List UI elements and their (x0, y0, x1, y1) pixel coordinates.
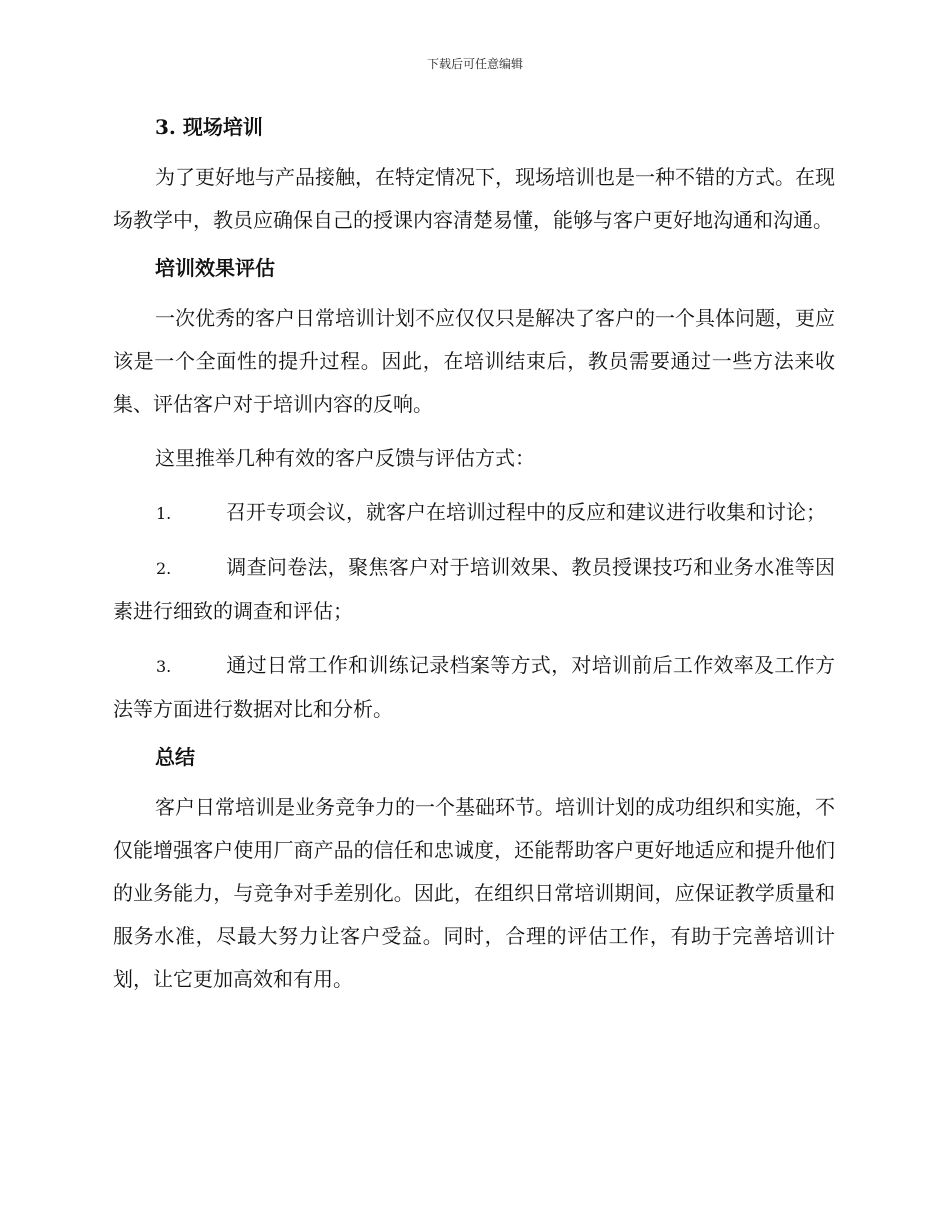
document-body (113, 112, 835, 1001)
evaluation-paragraph: 一次优秀的客户日常培训计划不应仅仅只是解决了客户的一个具体问题，更应该是一个全面性的提升过程。因此，在培训结束后，教员需要通过一些方法来收集、评估客户对于培训内容的反响。 (113, 306, 835, 416)
list-item (113, 491, 835, 535)
summary-paragraph: 客户日常培训是业务竞争力的一个基础环节。培训计划的成功组织和实施，不仅能增强客户使用厂商产品的信任和忠诚度，还能帮助客户更好地适应和提升他们的业务能力，与竞争对手差别化。因此，在组织日常培训期间，应保证教学质量和服务水准，尽最大努力让客户受益。同时，合理的评估工作，有助于完善培训计划，让它更加高效和有用。 (113, 795, 835, 991)
page-header: 下载后可任意编辑 (426, 57, 523, 71)
list-item-text: 召开专项会议，就客户在培训过程中的反应和建议进行收集和讨论； (226, 500, 826, 524)
list-item-text: 通过日常工作和训练记录档案等方式，对培训前后工作效率及工作方法等方面进行数据对比和分析。 (113, 653, 835, 721)
evaluation-intro-paragraph: 这里推举几种有效的客户反馈与评估方式： (155, 446, 535, 470)
section-heading-onsite-training: 3. 现场培训 (155, 115, 263, 139)
list-item-number: 2. (156, 559, 172, 578)
section-heading-evaluation: 培训效果评估 (155, 256, 275, 280)
list-item-number: 1. (156, 504, 172, 523)
list-item (113, 546, 835, 633)
list-item (113, 644, 835, 731)
section-heading-summary: 总结 (155, 745, 195, 769)
list-item-text: 调查问卷法，聚焦客户对于培训效果、教员授课技巧和业务水准等因素进行细致的调查和评估； (113, 555, 835, 623)
onsite-training-paragraph: 为了更好地与产品接触，在特定情况下，现场培训也是一种不错的方式。在现场教学中，教员应确保自己的授课内容清楚易懂，能够与客户更好地沟通和沟通。 (113, 165, 835, 232)
list-item-number: 3. (156, 657, 172, 676)
